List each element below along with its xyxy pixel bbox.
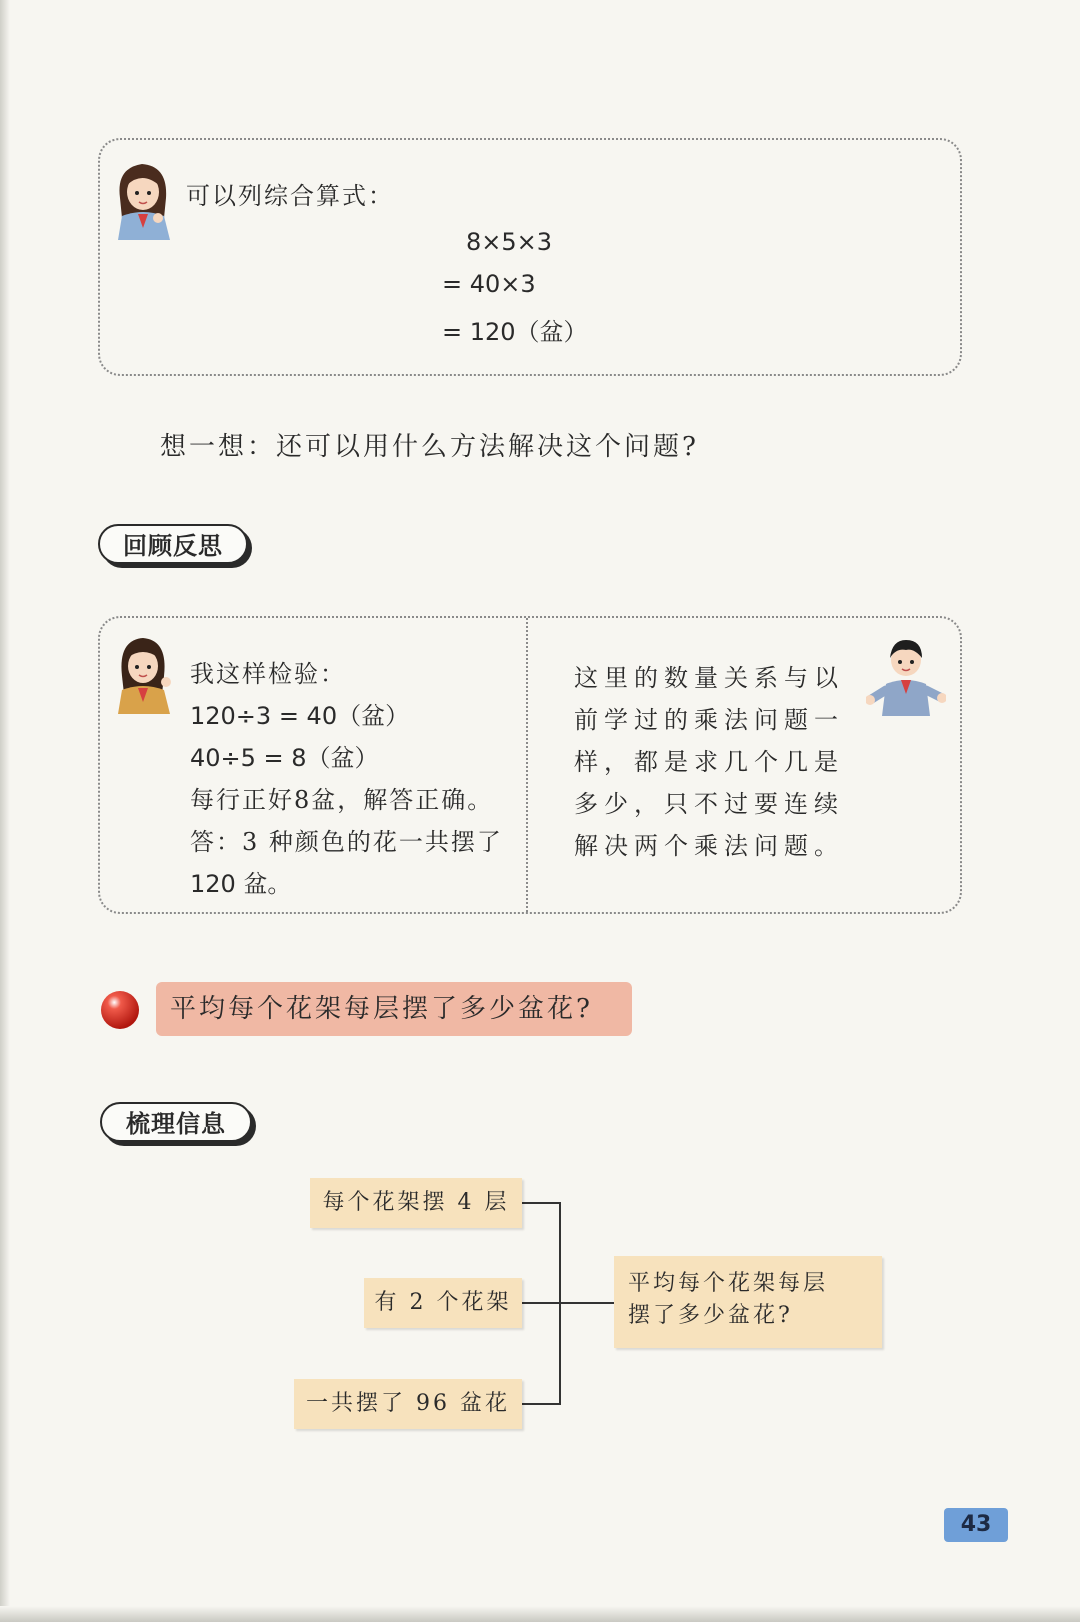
think-prompt: 想一想：还可以用什么方法解决这个问题?	[160, 432, 699, 462]
check-line-4: 每行正好8盆，解答正确。	[190, 786, 494, 814]
check-line-6: 120 盆。	[190, 870, 292, 898]
section-label-review: 回顾反思	[98, 524, 248, 564]
info-box-shelves: 有 2 个花架	[364, 1278, 522, 1328]
formula-line-2: = 40×3	[442, 270, 536, 298]
reflect-line-1: 这里的数量关系与以	[574, 664, 844, 692]
result-line-1: 平均每个花架每层	[628, 1271, 829, 1296]
check-line-1: 我这样检验：	[190, 660, 346, 688]
formula-line-3: = 120（盆）	[442, 318, 588, 346]
info-box-total: 一共摆了 96 盆花	[294, 1379, 522, 1429]
check-line-5: 答：3 种颜色的花一共摆了	[190, 828, 503, 856]
reflect-line-3: 样，都是求几个几是	[574, 748, 844, 776]
formula-line-1: 8×5×3	[466, 228, 553, 256]
reflect-line-5: 解决两个乘法问题。	[574, 832, 844, 860]
check-line-3: 40÷5 = 8（盆）	[190, 744, 379, 772]
reflect-line-2: 前学过的乘法问题一	[574, 706, 844, 734]
result-question-box	[614, 1256, 882, 1348]
formula-intro: 可以列综合算式：	[186, 182, 394, 210]
result-line-2: 摆了多少盆花?	[628, 1303, 793, 1328]
section-label-organize: 梳理信息	[100, 1102, 252, 1142]
question-banner: 平均每个花架每层摆了多少盆花?	[156, 982, 632, 1036]
page-number: 43	[944, 1508, 1008, 1542]
check-line-2: 120÷3 = 40（盆）	[190, 702, 410, 730]
info-box-layers: 每个花架摆 4 层	[310, 1178, 522, 1228]
reflect-line-4: 多少，只不过要连续	[574, 790, 844, 818]
